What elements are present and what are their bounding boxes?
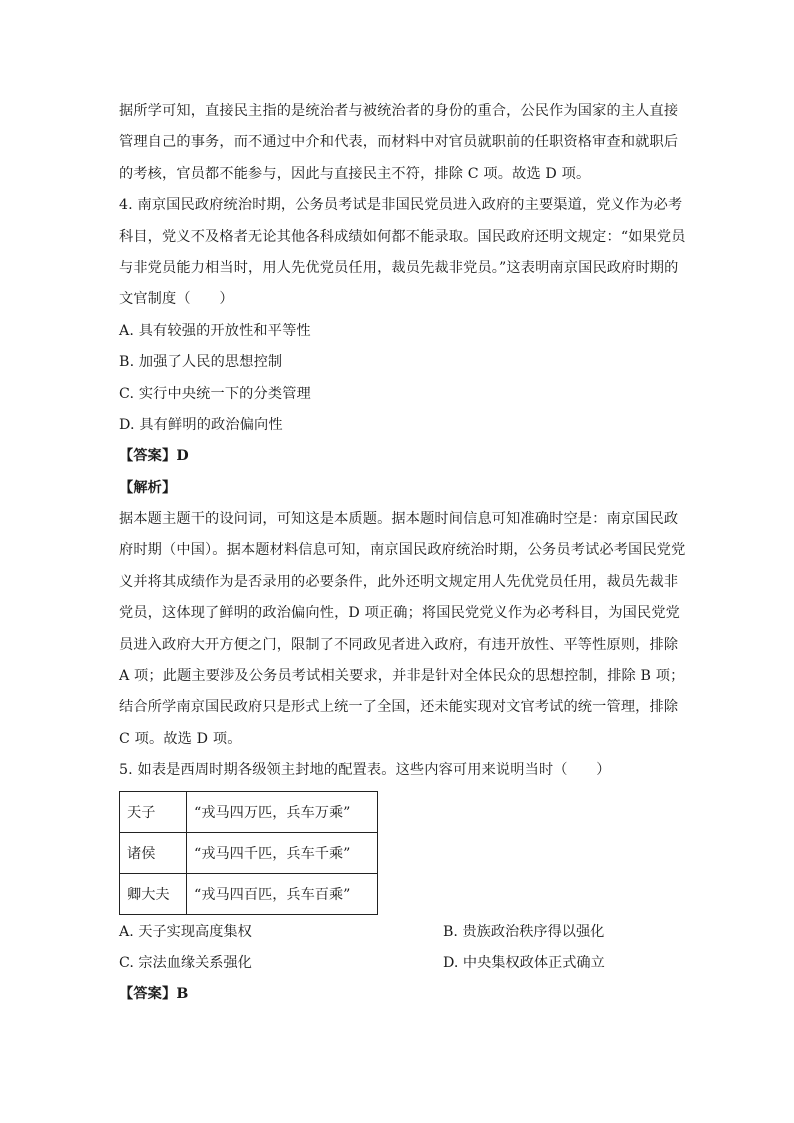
option-d: D. 具有鲜明的政治偏向性 [119, 416, 283, 433]
question-4 [119, 190, 686, 755]
document-page [119, 96, 686, 1011]
question-5 [119, 755, 675, 1011]
question-stem-line: 5. 如表是西周时期各级领主封地的配置表。这些内容可用来说明当时（ ） [119, 762, 611, 779]
question-stem-line: 与非党员能力相当时，用人先优党员任用，裁员先裁非党员。”这表明南京国民政府时期的 [119, 259, 679, 276]
fief-table [119, 791, 378, 915]
previous-analysis [119, 96, 679, 190]
analysis-line: A 项；此题主要涉及公务员考试相关要求，并非是针对全体民众的思想控制，排除 B 项； [119, 668, 685, 685]
option-a: A. 具有较强的开放性和平等性 [119, 322, 311, 339]
allotment-cell: “戎马四万匹，兵车万乘” [187, 791, 378, 832]
analysis-line: 府时期（中国）。据本题材料信息可知，南京国民政府统治时期，公务员考试必考国民党党 [119, 542, 686, 559]
analysis-label: 【解析】 [119, 479, 177, 496]
options-row [119, 948, 675, 979]
answer-label: 【答案】B [119, 986, 189, 1003]
option-a: A. 天子实现高度集权 [119, 923, 252, 940]
table-row [120, 791, 378, 832]
table-row [120, 832, 378, 873]
analysis-line: 结合所学南京国民政府只是形式上统一了全国，还未能实现对文官考试的统一管理，排除 [119, 699, 679, 716]
option-c: C. 宗法血缘关系强化 [119, 954, 252, 971]
rank-cell: 诸侯 [120, 832, 187, 873]
rank-cell: 天子 [120, 791, 187, 832]
analysis-line: 据本题主题干的设问词，可知这是本质题。据本题时间信息可知准确时空是：南京国民政 [119, 511, 679, 528]
table-row [120, 873, 378, 914]
option-b: B. 加强了人民的思想控制 [119, 354, 283, 371]
analysis-line: 管理自己的事务，而不通过中介和代表，而材料中对官员就职前的任职资格审查和就职后 [119, 134, 679, 151]
allotment-cell: “戎马四千匹，兵车千乘” [187, 832, 378, 873]
question-stem-line: 科目，党义不及格者无论其他各科成绩如何都不能录取。国民政府还明文规定：“如果党员 [119, 228, 686, 245]
rank-cell: 卿大夫 [120, 873, 187, 914]
allotment-cell: “戎马四百匹，兵车百乘” [187, 873, 378, 914]
analysis-line: 据所学可知，直接民主指的是统治者与被统治者的身份的重合，公民作为国家的主人直接 [119, 103, 679, 119]
answer-label: 【答案】D [119, 448, 189, 465]
analysis-line: 的考核，官员都不能参与，因此与直接民主不符，排除 C 项。故选 D 项。 [119, 165, 591, 182]
question-stem-line: 文官制度（ ） [119, 291, 234, 308]
options-row [119, 917, 675, 948]
question-stem-line: 4. 南京国民政府统治时期，公务员考试是非国民党员进入政府的主要渠道，党义作为必考 [119, 197, 683, 214]
analysis-line: C 项。故选 D 项。 [119, 730, 242, 747]
analysis-line: 义并将其成绩作为是否录用的必要条件，此外还明文规定用人先优党员任用，裁员先裁非 [119, 573, 679, 590]
option-d: D. 中央集权政体正式确立 [443, 954, 605, 971]
option-b: B. 贵族政治秩序得以强化 [443, 923, 605, 940]
analysis-line: 党员，这体现了鲜明的政治偏向性，D 项正确；将国民党党义作为必考科目，为国民党党 [119, 605, 681, 622]
analysis-line: 员进入政府大开方便之门，限制了不同政见者进入政府，有违开放性、平等性原则，排除 [119, 636, 679, 653]
option-c: C. 实行中央统一下的分类管理 [119, 385, 311, 402]
